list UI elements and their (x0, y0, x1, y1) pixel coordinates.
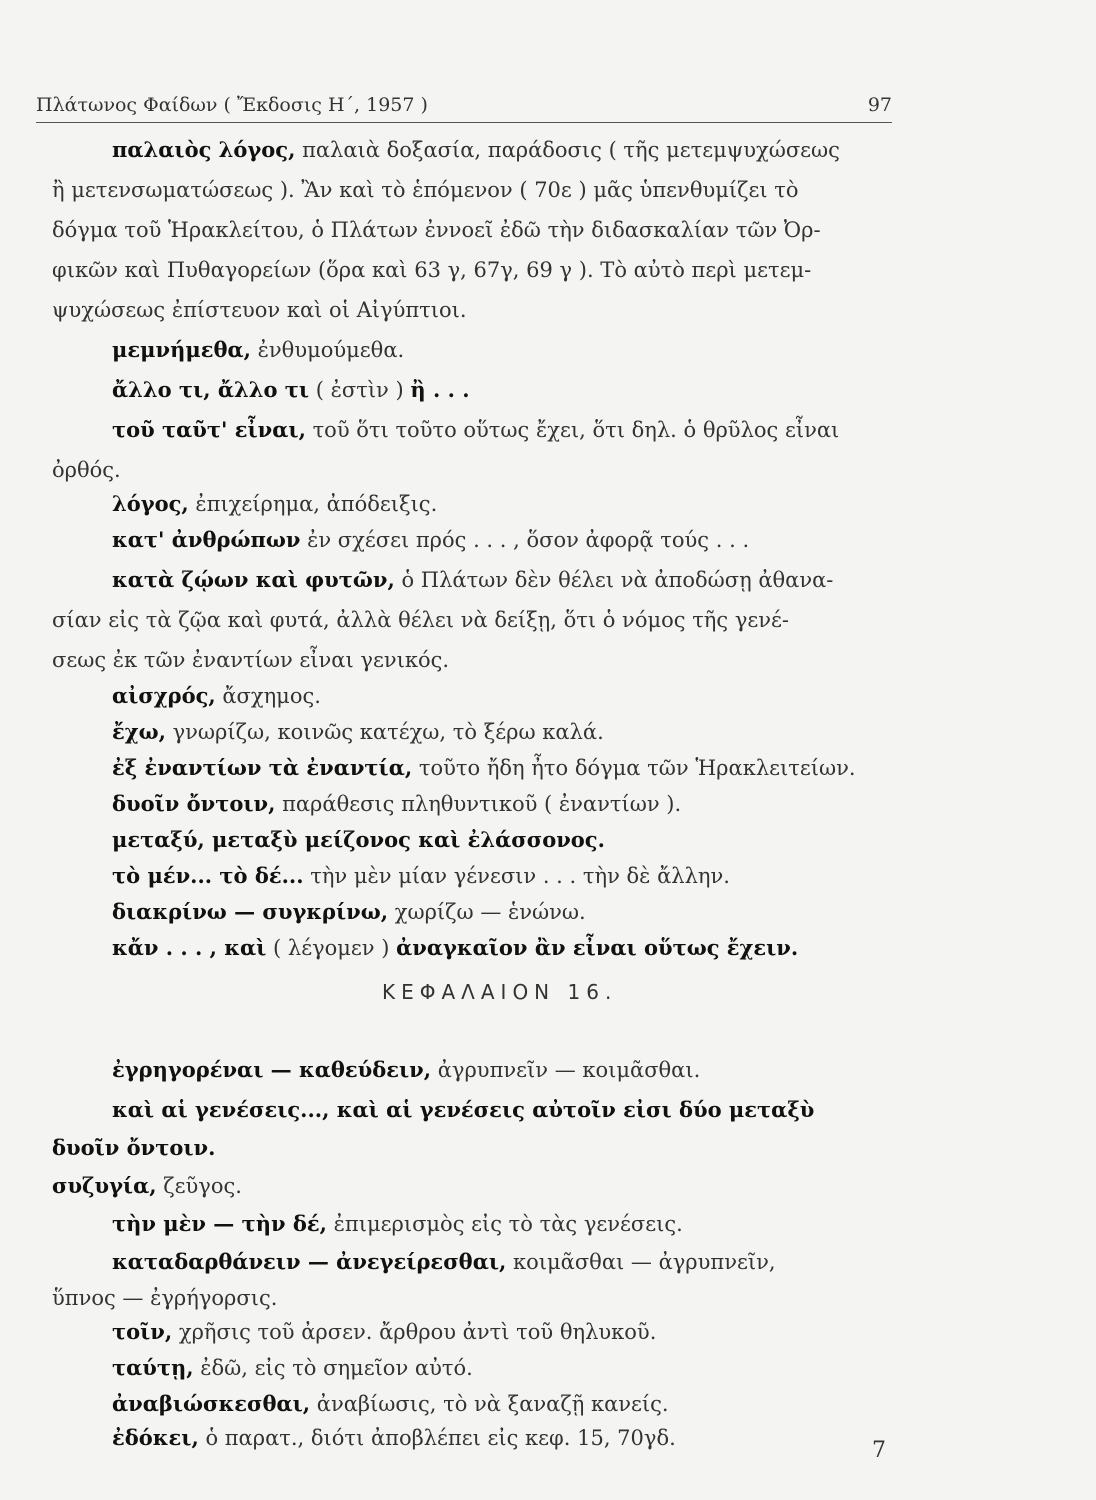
text-line (112, 898, 586, 926)
gloss-text: ἀγρυπνεῖν — κοιμᾶσθαι. (431, 1058, 701, 1082)
text-line (52, 296, 467, 324)
running-header (36, 92, 892, 123)
headword: ἐδόκει, (112, 1425, 199, 1450)
gloss-text: ἐνθυμούμεθα. (250, 338, 405, 362)
text-line (52, 1172, 242, 1200)
headword: τοῦ ταῦτ' εἶναι, (112, 417, 306, 442)
gloss-text: ζεῦγος. (156, 1174, 242, 1198)
running-title: Πλάτωνος Φαίδων ( Ἔκδοσις Η΄, 1957 ) (36, 94, 428, 116)
gloss-text: ὁ παρατ., διότι ἀποβλέπει εἰς κεφ. 15, 70γδ. (198, 1426, 676, 1450)
text-line (112, 790, 681, 818)
gloss-text: σίαν εἰς τὰ ζῷα καὶ φυτά, ἀλλὰ θέλει νὰ δείξῃ, ὅτι ὁ νόμος τῆς γενέ- (52, 608, 789, 632)
headword: ἀναγκαῖον ἂν εἶναι οὕτως ἔχειν. (396, 935, 799, 960)
headword: ἐξ ἐναντίων τὰ ἐναντία, (112, 755, 413, 780)
headword: τὸ μέν... τὸ δέ... (112, 863, 304, 888)
gloss-text: ( λέγομεν ) (266, 936, 397, 960)
text-line (112, 1210, 683, 1238)
gloss-text: παράθεσις πληθυντικοῦ ( ἐναντίων ). (275, 792, 682, 816)
text-line (112, 1096, 814, 1124)
headword: ταύτῃ, (112, 1355, 194, 1380)
text-line (112, 1354, 473, 1382)
text-line (52, 176, 799, 204)
gloss-text: ψυχώσεως ἐπίστευον καὶ οἱ Αἰγύπτιοι. (52, 298, 467, 322)
text-line (112, 1390, 669, 1418)
gloss-text: παλαιὰ δοξασία, παράδοσις ( τῆς μετεμψυχώσεως (295, 138, 840, 162)
gloss-text: ἐπιχείρημα, ἀπόδειξις. (188, 492, 438, 516)
gloss-text: κοιμᾶσθαι — ἀγρυπνεῖν, (506, 1250, 776, 1274)
gloss-text: ὀρθός. (52, 458, 121, 482)
page-number: 97 (867, 94, 892, 116)
headword: κατὰ ζῴων καὶ φυτῶν, (112, 567, 395, 592)
text-line (112, 526, 749, 554)
headword: κατ' ἀνθρώπων (112, 527, 301, 552)
headword: παλαιὸς λόγος, (112, 137, 296, 162)
text-line (52, 646, 449, 674)
headword: ἔχω, (112, 719, 166, 744)
text-line (112, 416, 839, 444)
headword: συζυγία, (52, 1173, 157, 1198)
headword: καταδαρθάνειν — ἀνεγείρεσθαι, (112, 1249, 507, 1274)
gloss-text: ἐδῶ, εἰς τὸ σημεῖον αὐτό. (193, 1356, 473, 1380)
text-line (112, 1424, 676, 1452)
text-line (112, 1248, 776, 1276)
headword: ἐγρηγορέναι — καθεύδειν, (112, 1057, 432, 1082)
headword: μεμνήμεθα, (112, 337, 251, 362)
gloss-text: ὁ Πλάτων δὲν θέλει νὰ ἀποδώσῃ ἀθανα- (394, 568, 834, 592)
text-line (112, 376, 470, 404)
text-line (112, 934, 798, 962)
text-line (52, 606, 789, 634)
headword: λόγος, (112, 491, 189, 516)
headword: διακρίνω — συγκρίνω, (112, 899, 389, 924)
text-line (52, 456, 121, 484)
gloss-text: χωρίζω — ἑνώνω. (388, 900, 586, 924)
gloss-text: ( ἐστὶν ) (309, 378, 411, 402)
gloss-text: ἀναβίωσις, τὸ νὰ ξαναζῇ κανείς. (310, 1392, 669, 1416)
headword: ἀναβιώσκεσθαι, (112, 1391, 311, 1416)
headword: δυοῖν ὄντοιν. (52, 1135, 216, 1160)
text-line (112, 566, 833, 594)
text-line (112, 754, 856, 782)
gloss-text: ὕπνος — ἐγρήγορσις. (52, 1286, 278, 1310)
gloss-text: ἐπιμερισμὸς εἰς τὸ τὰς γενέσεις. (326, 1212, 683, 1236)
headword: αἰσχρός, (112, 683, 216, 708)
headword: μεταξύ, μεταξὺ μείζονος καὶ ἐλάσσονος. (112, 827, 605, 852)
headword: τὴν μὲν — τὴν δέ, (112, 1211, 327, 1236)
text-line (52, 216, 821, 244)
text-line (112, 336, 404, 364)
signature-mark: 7 (872, 1438, 886, 1463)
headword: ἄλλο τι, ἄλλο τι (112, 377, 310, 402)
gloss-text: τὴν μὲν μίαν γένεσιν . . . τὴν δὲ ἄλλην. (303, 864, 730, 888)
text-line (112, 862, 730, 890)
gloss-text: τοῦτο ἤδη ἦτο δόγμα τῶν Ἡρακλειτείων. (412, 756, 856, 780)
text-line (112, 490, 437, 518)
text-line (112, 826, 605, 854)
chapter-heading: ΚΕΦΑΛΑΙΟΝ 16. (382, 980, 618, 1004)
gloss-text: ἢ μετενσωματώσεως ). Ἂν καὶ τὸ ἑπόμενον ( 70ε ) μᾶς ὑπενθυμίζει τὸ (52, 178, 799, 202)
text-line (112, 1056, 700, 1084)
gloss-text: ἄσχημος. (215, 684, 321, 708)
gloss-text: τοῦ ὅτι τοῦτο οὕτως ἔχει, ὅτι δηλ. ὁ θρῦλος εἶναι (305, 418, 840, 442)
text-line (52, 1284, 277, 1312)
headword: δυοῖν ὄντοιν, (112, 791, 276, 816)
gloss-text: ἐν σχέσει πρός . . . , ὅσον ἀφορᾷ τούς . . . (300, 528, 750, 552)
gloss-text: χρῆσις τοῦ ἀρσεν. ἄρθρου ἀντὶ τοῦ θηλυκοῦ. (172, 1320, 657, 1344)
text-line (112, 1318, 656, 1346)
text-line (112, 136, 840, 164)
gloss-text: γνωρίζω, κοινῶς κατέχω, τὸ ξέρω καλά. (165, 720, 604, 744)
headword: τοῖν, (112, 1319, 173, 1344)
text-line (52, 256, 811, 284)
gloss-text: σεως ἐκ τῶν ἐναντίων εἶναι γενικός. (52, 648, 450, 672)
text-line (112, 718, 604, 746)
headword: ἢ . . . (410, 377, 470, 402)
text-line (112, 682, 321, 710)
headword: καὶ αἱ γενέσεις..., καὶ αἱ γενέσεις αὐτοῖν εἰσι δύο μεταξὺ (112, 1097, 815, 1122)
text-line (52, 1134, 215, 1162)
gloss-text: φικῶν καὶ Πυθαγορείων (ὅρα καὶ 63 γ, 67γ, 69 γ ). Τὸ αὐτὸ περὶ μετεμ- (52, 258, 812, 282)
headword: κἄν . . . , καὶ (112, 935, 267, 960)
gloss-text: δόγμα τοῦ Ἡρακλείτου, ὁ Πλάτων ἐννοεῖ ἐδῶ τὴν διδασκαλίαν τῶν Ὀρ- (52, 218, 821, 242)
